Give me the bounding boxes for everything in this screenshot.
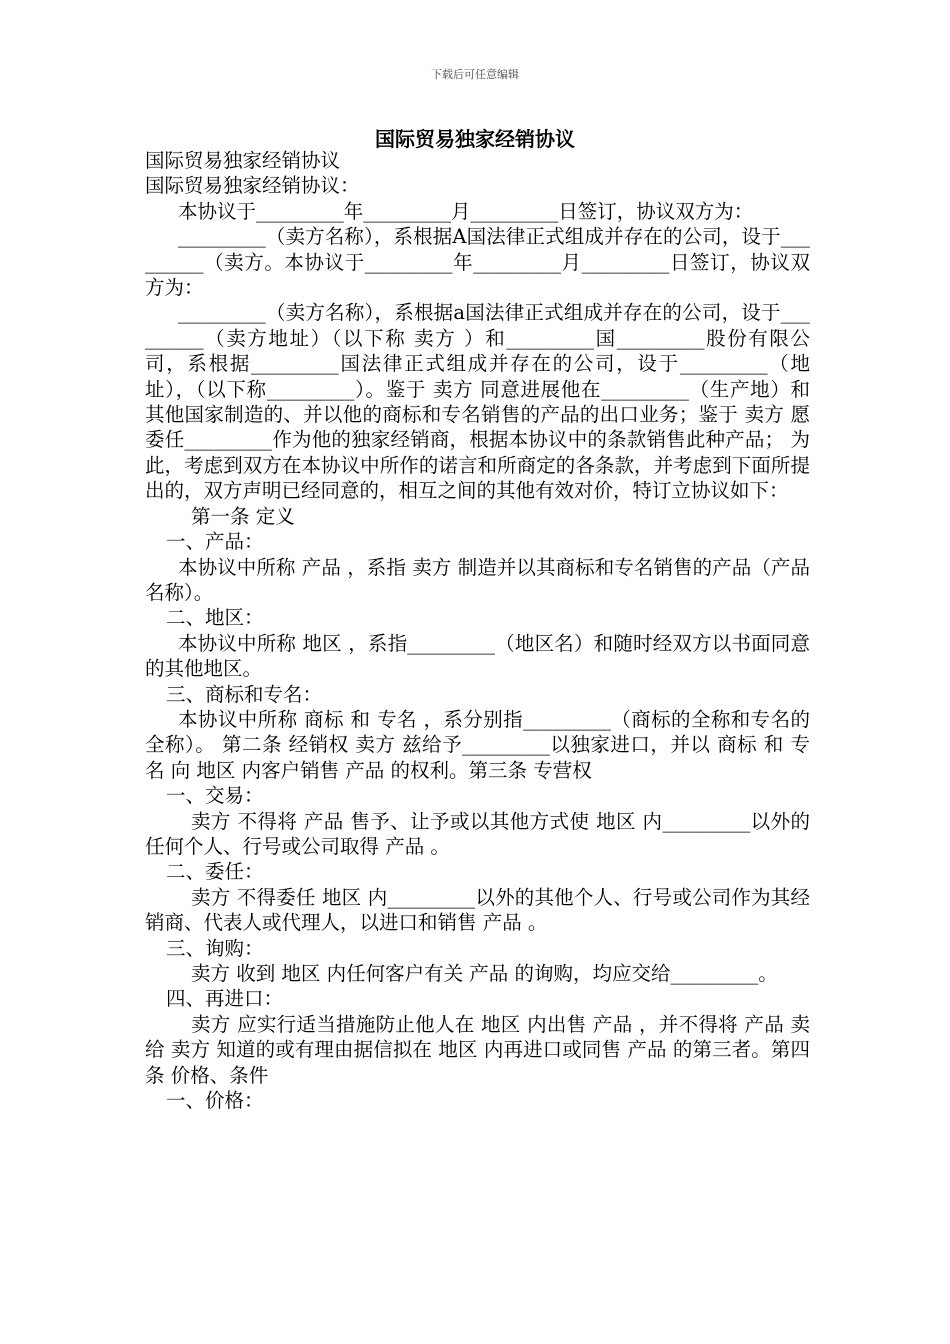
paragraph: 国际贸易独家经销协议： bbox=[145, 174, 360, 198]
paragraph: 本协议于_________年_________月_________日签订，协议双方为： bbox=[178, 199, 754, 223]
paragraph: 四、再进口： bbox=[166, 987, 284, 1011]
paragraph: 第一条 定义 bbox=[191, 504, 295, 528]
header-note: 下载后可任意编辑 bbox=[431, 68, 519, 81]
paragraph: 二、地区： bbox=[166, 606, 264, 630]
paragraph: 一、产品： bbox=[166, 530, 264, 554]
paragraph: 一、价格： bbox=[166, 1089, 264, 1113]
paragraph: 卖方 不得委任 地区 内_________以外的其他个人、行号或公司作为其经销商、代表人或代理人，以进口和销售 产品 。 bbox=[145, 885, 810, 935]
paragraph: _________（卖方名称），系根据A国法律正式组成并存在的公司，设于_________（卖方。本协议于_________年_________月_________日签订，协议双方为： bbox=[145, 225, 810, 300]
paragraph: 国际贸易独家经销协议 bbox=[145, 149, 341, 172]
document-title: 国际贸易独家经销协议 bbox=[375, 127, 575, 151]
paragraph: 三、商标和专名： bbox=[166, 682, 323, 706]
paragraph: 卖方 应实行适当措施防止他人在 地区 内出售 产品 ，并不得将 产品 卖给 卖方 知道的或有理由据信拟在 地区 内再进口或同售 产品 的第三者。第四条 价格、条件 bbox=[145, 1012, 810, 1087]
paragraph: 一、交易： bbox=[166, 784, 264, 808]
paragraph: 三、询购： bbox=[166, 936, 264, 960]
paragraph: 卖方 收到 地区 内任何客户有关 产品 的询购，均应交给_________。 bbox=[191, 962, 778, 985]
paragraph: 卖方 不得将 产品 售予、让予或以其他方式使 地区 内_________以外的任何个人、行号或公司取得 产品 。 bbox=[145, 809, 810, 858]
paragraph: 二、委任： bbox=[166, 860, 264, 884]
paragraph: _________（卖方名称），系根据a国法律正式组成并存在的公司，设于_________（卖方地址）（以下称 卖方 ）和_________国_________股份有限公司，系根据_________国法律正式组成并存在的公司，设于_________（地址），（以下称_________）。鉴于 卖方 同意进展他在_________（生产地）和其他国家制造的、并以他的商标和专名销售的产品的出口业务；鉴于 卖方 愿委任_________作为他的独家经销商，根据本协议中的条款销售此种产品； 为此，考虑到双方在本协议中所作的诺言和所商定的各条款，并考虑到下面所提出的，双方声明已经同意的，相互之间的其他有效对价，特订立协议如下： bbox=[145, 301, 810, 503]
paragraph: 本协议中所称 产品 ，系指 卖方 制造并以其商标和专名销售的产品（产品名称）。 bbox=[145, 555, 810, 604]
paragraph: 本协议中所称 商标 和 专名 ，系分别指_________（商标的全称和专名的全称）。 第二条 经销权 卖方 兹给予_________以独家进口，并以 商标 和 专名 向 地区 内客户销售 产品 的权利。第三条 专营权 bbox=[145, 707, 810, 782]
document-body bbox=[145, 148, 810, 1113]
paragraph: 本协议中所称 地区 ，系指_________（地区名）和随时经双方以书面同意的其他地区。 bbox=[145, 631, 810, 681]
